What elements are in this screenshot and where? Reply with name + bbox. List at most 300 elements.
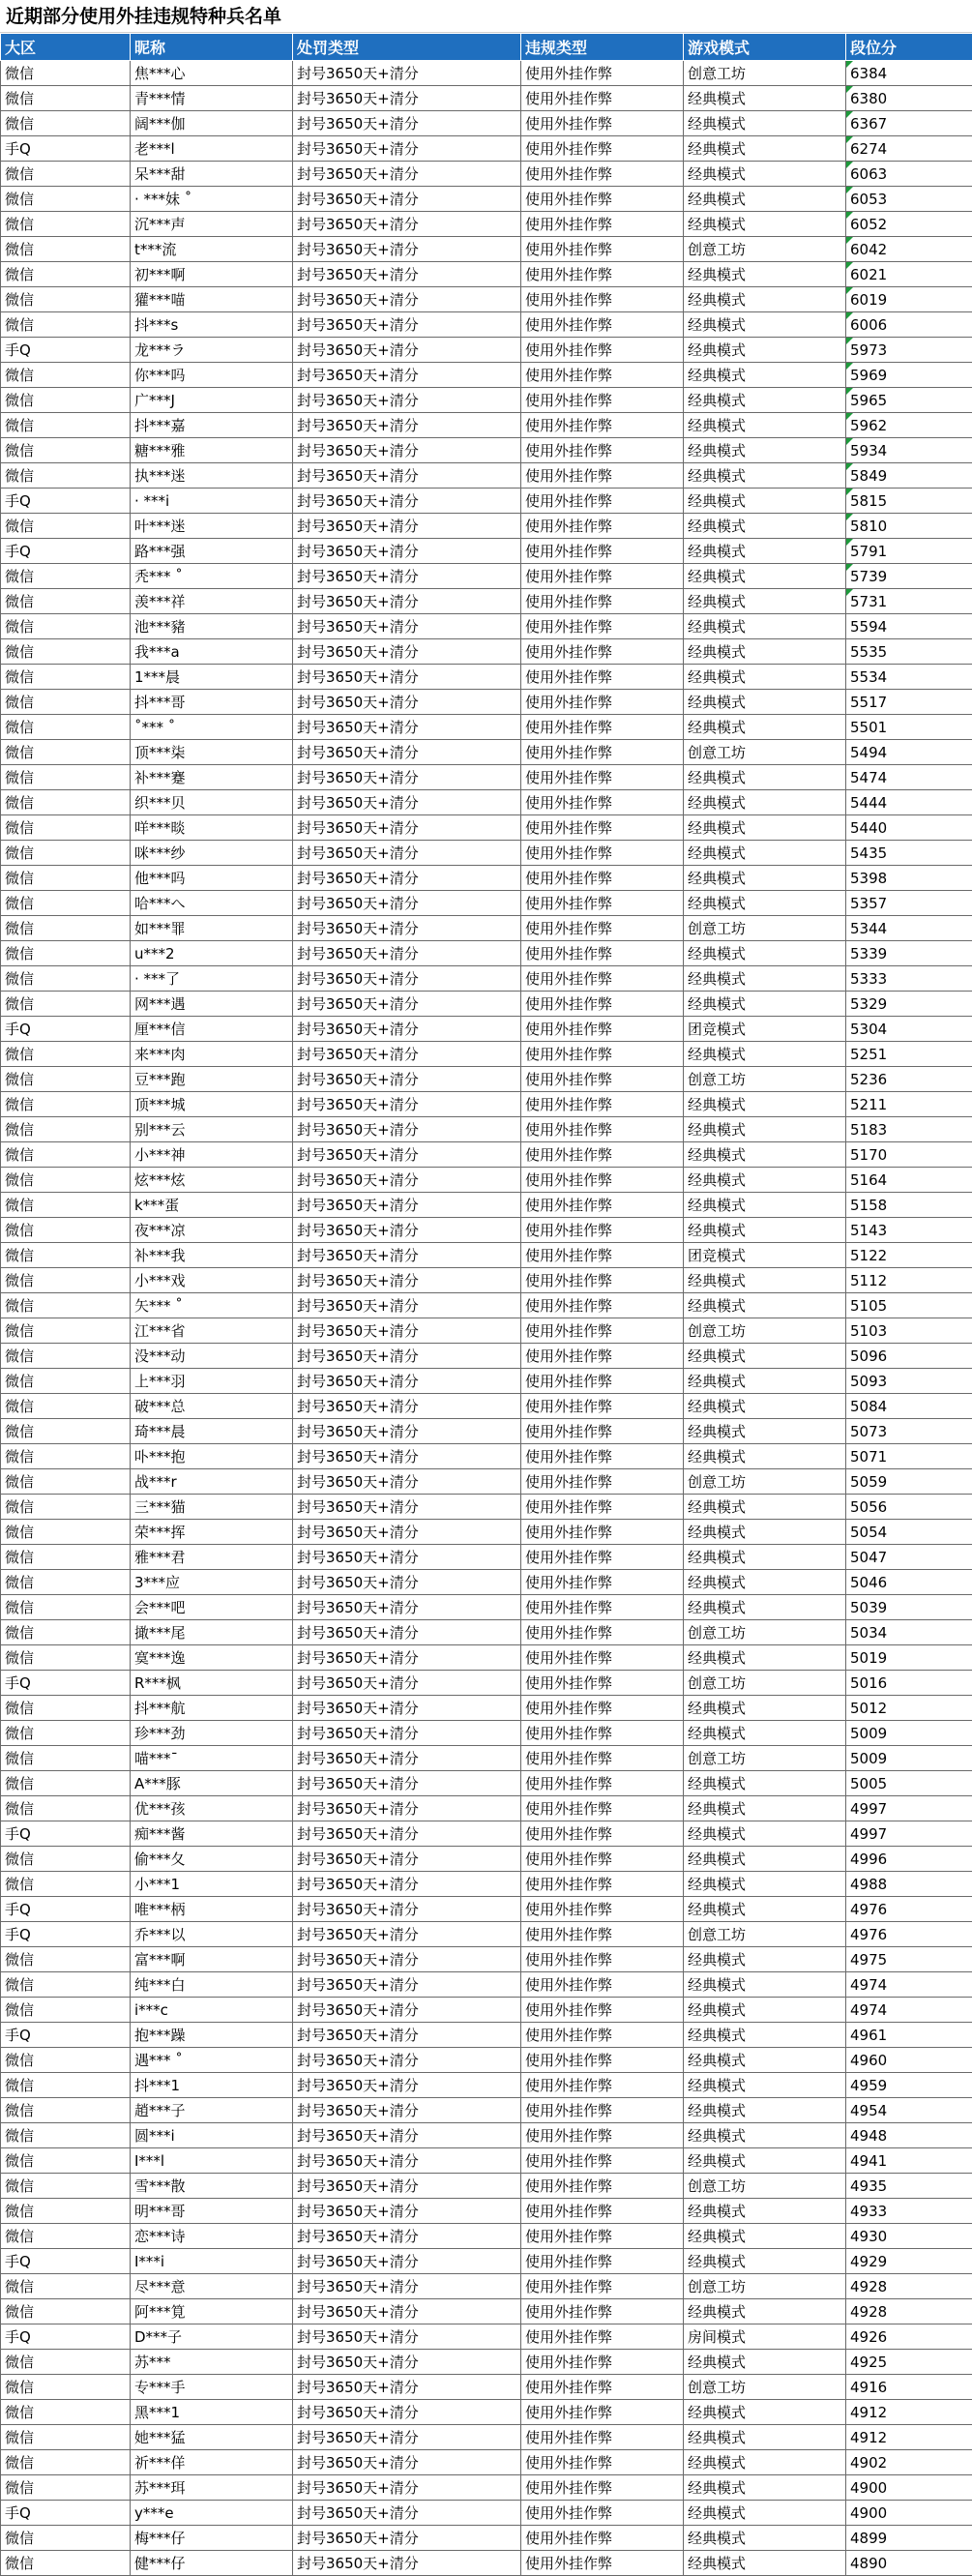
cell-game-mode[interactable]: 经典模式: [684, 639, 846, 665]
cell-nickname[interactable]: 我***a: [131, 639, 293, 665]
cell-game-mode[interactable]: 经典模式: [684, 2551, 846, 2576]
cell-violation[interactable]: 使用外挂作弊: [521, 1142, 684, 1168]
cell-game-mode[interactable]: 经典模式: [684, 1796, 846, 1821]
cell-region[interactable]: 微信: [1, 1570, 131, 1595]
cell-penalty[interactable]: 封号3650天+清分: [293, 2299, 521, 2324]
cell-violation[interactable]: 使用外挂作弊: [521, 514, 684, 539]
cell-game-mode[interactable]: 经典模式: [684, 86, 846, 111]
cell-penalty[interactable]: 封号3650天+清分: [293, 1218, 521, 1243]
cell-region[interactable]: 手Q: [1, 539, 131, 564]
cell-penalty[interactable]: 封号3650天+清分: [293, 1243, 521, 1268]
cell-nickname[interactable]: 顶***柒: [131, 740, 293, 765]
cell-nickname[interactable]: 哈***へ: [131, 891, 293, 916]
cell-nickname[interactable]: 小***1: [131, 1872, 293, 1897]
cell-rank-score[interactable]: 5158: [846, 1193, 972, 1218]
cell-violation[interactable]: 使用外挂作弊: [521, 2425, 684, 2450]
cell-nickname[interactable]: I***l: [131, 2148, 293, 2174]
cell-rank-score[interactable]: 4961: [846, 2023, 972, 2048]
cell-region[interactable]: 微信: [1, 1142, 131, 1168]
cell-violation[interactable]: 使用外挂作弊: [521, 966, 684, 992]
cell-rank-score[interactable]: 5934: [846, 438, 972, 463]
cell-violation[interactable]: 使用外挂作弊: [521, 1771, 684, 1796]
cell-violation[interactable]: 使用外挂作弊: [521, 1369, 684, 1394]
cell-violation[interactable]: 使用外挂作弊: [521, 2350, 684, 2375]
cell-violation[interactable]: 使用外挂作弊: [521, 61, 684, 86]
cell-game-mode[interactable]: 经典模式: [684, 287, 846, 312]
cell-game-mode[interactable]: 经典模式: [684, 2023, 846, 2048]
cell-penalty[interactable]: 封号3650天+清分: [293, 1117, 521, 1142]
cell-rank-score[interactable]: 4975: [846, 1947, 972, 1972]
cell-violation[interactable]: 使用外挂作弊: [521, 790, 684, 815]
cell-rank-score[interactable]: 4974: [846, 1998, 972, 2023]
cell-penalty[interactable]: 封号3650天+清分: [293, 2501, 521, 2526]
cell-penalty[interactable]: 封号3650天+清分: [293, 1620, 521, 1645]
cell-rank-score[interactable]: 5034: [846, 1620, 972, 1645]
cell-violation[interactable]: 使用外挂作弊: [521, 1042, 684, 1067]
cell-rank-score[interactable]: 4933: [846, 2199, 972, 2224]
cell-nickname[interactable]: 寞***逸: [131, 1645, 293, 1671]
cell-penalty[interactable]: 封号3650天+清分: [293, 1821, 521, 1847]
cell-violation[interactable]: 使用外挂作弊: [521, 740, 684, 765]
cell-penalty[interactable]: 封号3650天+清分: [293, 2174, 521, 2199]
cell-penalty[interactable]: 封号3650天+清分: [293, 2475, 521, 2501]
cell-violation[interactable]: 使用外挂作弊: [521, 1193, 684, 1218]
cell-game-mode[interactable]: 经典模式: [684, 966, 846, 992]
cell-penalty[interactable]: 封号3650天+清分: [293, 1972, 521, 1998]
cell-rank-score[interactable]: 6042: [846, 237, 972, 262]
cell-game-mode[interactable]: 经典模式: [684, 463, 846, 489]
cell-region[interactable]: 微信: [1, 866, 131, 891]
cell-rank-score[interactable]: 6063: [846, 162, 972, 187]
cell-region[interactable]: 微信: [1, 2224, 131, 2249]
cell-region[interactable]: 微信: [1, 413, 131, 438]
cell-penalty[interactable]: 封号3650天+清分: [293, 1520, 521, 1545]
cell-region[interactable]: 手Q: [1, 338, 131, 363]
cell-game-mode[interactable]: 经典模式: [684, 1545, 846, 1570]
cell-rank-score[interactable]: 5304: [846, 1017, 972, 1042]
cell-penalty[interactable]: 封号3650天+清分: [293, 136, 521, 162]
cell-rank-score[interactable]: 4902: [846, 2450, 972, 2475]
cell-penalty[interactable]: 封号3650天+清分: [293, 614, 521, 639]
cell-rank-score[interactable]: 5047: [846, 1545, 972, 1570]
cell-rank-score[interactable]: 4959: [846, 2073, 972, 2098]
cell-penalty[interactable]: 封号3650天+清分: [293, 1092, 521, 1117]
cell-violation[interactable]: 使用外挂作弊: [521, 1394, 684, 1419]
cell-rank-score[interactable]: 5103: [846, 1318, 972, 1344]
cell-rank-score[interactable]: 4988: [846, 1872, 972, 1897]
cell-violation[interactable]: 使用外挂作弊: [521, 841, 684, 866]
cell-region[interactable]: 手Q: [1, 1922, 131, 1947]
cell-region[interactable]: 微信: [1, 1168, 131, 1193]
cell-violation[interactable]: 使用外挂作弊: [521, 187, 684, 212]
cell-penalty[interactable]: 封号3650天+清分: [293, 1746, 521, 1771]
cell-nickname[interactable]: · ***了: [131, 966, 293, 992]
cell-violation[interactable]: 使用外挂作弊: [521, 463, 684, 489]
cell-region[interactable]: 微信: [1, 2400, 131, 2425]
cell-region[interactable]: 微信: [1, 665, 131, 690]
cell-nickname[interactable]: · ***妹 ˚: [131, 187, 293, 212]
cell-nickname[interactable]: 抖***航: [131, 1696, 293, 1721]
cell-penalty[interactable]: 封号3650天+清分: [293, 2199, 521, 2224]
cell-nickname[interactable]: 网***遇: [131, 992, 293, 1017]
cell-nickname[interactable]: 夜***凉: [131, 1218, 293, 1243]
cell-rank-score[interactable]: 5054: [846, 1520, 972, 1545]
cell-game-mode[interactable]: 经典模式: [684, 2249, 846, 2274]
cell-violation[interactable]: 使用外挂作弊: [521, 891, 684, 916]
cell-game-mode[interactable]: 经典模式: [684, 1645, 846, 1671]
cell-penalty[interactable]: 封号3650天+清分: [293, 514, 521, 539]
cell-region[interactable]: 微信: [1, 2123, 131, 2148]
cell-rank-score[interactable]: 5071: [846, 1444, 972, 1469]
cell-nickname[interactable]: 豆***跑: [131, 1067, 293, 1092]
cell-game-mode[interactable]: 经典模式: [684, 2299, 846, 2324]
cell-penalty[interactable]: 封号3650天+清分: [293, 1293, 521, 1318]
cell-penalty[interactable]: 封号3650天+清分: [293, 1796, 521, 1821]
cell-violation[interactable]: 使用外挂作弊: [521, 1344, 684, 1369]
cell-violation[interactable]: 使用外挂作弊: [521, 1696, 684, 1721]
cell-rank-score[interactable]: 4900: [846, 2475, 972, 2501]
cell-region[interactable]: 微信: [1, 1344, 131, 1369]
cell-region[interactable]: 微信: [1, 891, 131, 916]
cell-nickname[interactable]: 糖***雅: [131, 438, 293, 463]
cell-nickname[interactable]: 顶***城: [131, 1092, 293, 1117]
cell-nickname[interactable]: 路***强: [131, 539, 293, 564]
cell-violation[interactable]: 使用外挂作弊: [521, 1067, 684, 1092]
cell-region[interactable]: 微信: [1, 363, 131, 388]
cell-violation[interactable]: 使用外挂作弊: [521, 665, 684, 690]
cell-penalty[interactable]: 封号3650天+清分: [293, 2023, 521, 2048]
cell-game-mode[interactable]: 经典模式: [684, 2526, 846, 2551]
cell-game-mode[interactable]: 经典模式: [684, 1394, 846, 1419]
cell-penalty[interactable]: 封号3650天+清分: [293, 61, 521, 86]
cell-game-mode[interactable]: 创意工坊: [684, 1067, 846, 1092]
cell-violation[interactable]: 使用外挂作弊: [521, 765, 684, 790]
cell-region[interactable]: 微信: [1, 111, 131, 136]
cell-rank-score[interactable]: 5183: [846, 1117, 972, 1142]
cell-rank-score[interactable]: 6019: [846, 287, 972, 312]
cell-rank-score[interactable]: 5535: [846, 639, 972, 665]
cell-penalty[interactable]: 封号3650天+清分: [293, 690, 521, 715]
cell-violation[interactable]: 使用外挂作弊: [521, 1645, 684, 1671]
cell-nickname[interactable]: 遇*** ˚: [131, 2048, 293, 2073]
cell-region[interactable]: 微信: [1, 1796, 131, 1821]
cell-penalty[interactable]: 封号3650天+清分: [293, 891, 521, 916]
cell-nickname[interactable]: y***e: [131, 2501, 293, 2526]
cell-penalty[interactable]: 封号3650天+清分: [293, 1696, 521, 1721]
cell-violation[interactable]: 使用外挂作弊: [521, 489, 684, 514]
cell-penalty[interactable]: 封号3650天+清分: [293, 841, 521, 866]
cell-rank-score[interactable]: 5501: [846, 715, 972, 740]
cell-game-mode[interactable]: 经典模式: [684, 2425, 846, 2450]
cell-rank-score[interactable]: 5105: [846, 1293, 972, 1318]
cell-penalty[interactable]: 封号3650天+清分: [293, 665, 521, 690]
cell-game-mode[interactable]: 创意工坊: [684, 916, 846, 941]
cell-game-mode[interactable]: 经典模式: [684, 1998, 846, 2023]
cell-game-mode[interactable]: 经典模式: [684, 1696, 846, 1721]
cell-violation[interactable]: 使用外挂作弊: [521, 2199, 684, 2224]
cell-rank-score[interactable]: 6006: [846, 312, 972, 338]
cell-nickname[interactable]: 别***云: [131, 1117, 293, 1142]
cell-region[interactable]: 微信: [1, 1419, 131, 1444]
cell-region[interactable]: 手Q: [1, 1821, 131, 1847]
cell-penalty[interactable]: 封号3650天+清分: [293, 187, 521, 212]
cell-game-mode[interactable]: 经典模式: [684, 262, 846, 287]
cell-game-mode[interactable]: 经典模式: [684, 363, 846, 388]
cell-nickname[interactable]: 苏***: [131, 2350, 293, 2375]
cell-penalty[interactable]: 封号3650天+清分: [293, 715, 521, 740]
cell-penalty[interactable]: 封号3650天+清分: [293, 86, 521, 111]
cell-nickname[interactable]: 焦***心: [131, 61, 293, 86]
cell-rank-score[interactable]: 4954: [846, 2098, 972, 2123]
cell-rank-score[interactable]: 6367: [846, 111, 972, 136]
cell-nickname[interactable]: 唯***柄: [131, 1897, 293, 1922]
cell-violation[interactable]: 使用外挂作弊: [521, 1218, 684, 1243]
cell-violation[interactable]: 使用外挂作弊: [521, 1268, 684, 1293]
cell-penalty[interactable]: 封号3650天+清分: [293, 2224, 521, 2249]
cell-nickname[interactable]: 趙***子: [131, 2098, 293, 2123]
cell-penalty[interactable]: 封号3650天+清分: [293, 2551, 521, 2576]
cell-nickname[interactable]: 抖***1: [131, 2073, 293, 2098]
cell-nickname[interactable]: 矢*** ˚: [131, 1293, 293, 1318]
cell-region[interactable]: 微信: [1, 1520, 131, 1545]
cell-game-mode[interactable]: 经典模式: [684, 2475, 846, 2501]
cell-violation[interactable]: 使用外挂作弊: [521, 1570, 684, 1595]
cell-nickname[interactable]: 1***晨: [131, 665, 293, 690]
cell-penalty[interactable]: 封号3650天+清分: [293, 2425, 521, 2450]
cell-violation[interactable]: 使用外挂作弊: [521, 2123, 684, 2148]
cell-nickname[interactable]: 青***情: [131, 86, 293, 111]
cell-region[interactable]: 微信: [1, 1771, 131, 1796]
cell-game-mode[interactable]: 经典模式: [684, 489, 846, 514]
cell-violation[interactable]: 使用外挂作弊: [521, 2249, 684, 2274]
cell-nickname[interactable]: 她***猛: [131, 2425, 293, 2450]
cell-game-mode[interactable]: 经典模式: [684, 2098, 846, 2123]
cell-nickname[interactable]: 呆***甜: [131, 162, 293, 187]
cell-region[interactable]: 微信: [1, 1972, 131, 1998]
cell-violation[interactable]: 使用外挂作弊: [521, 1746, 684, 1771]
cell-rank-score[interactable]: 5815: [846, 489, 972, 514]
cell-violation[interactable]: 使用外挂作弊: [521, 262, 684, 287]
cell-game-mode[interactable]: 经典模式: [684, 1142, 846, 1168]
cell-region[interactable]: 微信: [1, 2073, 131, 2098]
cell-nickname[interactable]: R***枫: [131, 1671, 293, 1696]
cell-game-mode[interactable]: 经典模式: [684, 312, 846, 338]
cell-nickname[interactable]: 3***应: [131, 1570, 293, 1595]
cell-rank-score[interactable]: 6021: [846, 262, 972, 287]
cell-violation[interactable]: 使用外挂作弊: [521, 1168, 684, 1193]
cell-rank-score[interactable]: 4926: [846, 2324, 972, 2350]
cell-penalty[interactable]: 封号3650天+清分: [293, 1645, 521, 1671]
cell-nickname[interactable]: 偷***夂: [131, 1847, 293, 1872]
cell-region[interactable]: 微信: [1, 2450, 131, 2475]
cell-penalty[interactable]: 封号3650天+清分: [293, 1495, 521, 1520]
cell-game-mode[interactable]: 经典模式: [684, 438, 846, 463]
cell-game-mode[interactable]: 经典模式: [684, 790, 846, 815]
cell-rank-score[interactable]: 5170: [846, 1142, 972, 1168]
cell-rank-score[interactable]: 5329: [846, 992, 972, 1017]
cell-game-mode[interactable]: 经典模式: [684, 2224, 846, 2249]
cell-game-mode[interactable]: 经典模式: [684, 992, 846, 1017]
cell-nickname[interactable]: 上***羽: [131, 1369, 293, 1394]
cell-region[interactable]: 微信: [1, 1872, 131, 1897]
cell-nickname[interactable]: 优***孩: [131, 1796, 293, 1821]
cell-region[interactable]: 微信: [1, 287, 131, 312]
cell-rank-score[interactable]: 5444: [846, 790, 972, 815]
cell-rank-score[interactable]: 5534: [846, 665, 972, 690]
cell-nickname[interactable]: 秃*** ˚: [131, 564, 293, 589]
cell-violation[interactable]: 使用外挂作弊: [521, 413, 684, 438]
cell-region[interactable]: 微信: [1, 2526, 131, 2551]
cell-rank-score[interactable]: 5517: [846, 690, 972, 715]
cell-violation[interactable]: 使用外挂作弊: [521, 1998, 684, 2023]
cell-penalty[interactable]: 封号3650天+清分: [293, 916, 521, 941]
cell-violation[interactable]: 使用外挂作弊: [521, 363, 684, 388]
cell-penalty[interactable]: 封号3650天+清分: [293, 2073, 521, 2098]
cell-penalty[interactable]: 封号3650天+清分: [293, 338, 521, 363]
cell-game-mode[interactable]: 创意工坊: [684, 2174, 846, 2199]
cell-rank-score[interactable]: 4996: [846, 1847, 972, 1872]
cell-region[interactable]: 手Q: [1, 489, 131, 514]
cell-penalty[interactable]: 封号3650天+清分: [293, 866, 521, 891]
cell-game-mode[interactable]: 经典模式: [684, 1444, 846, 1469]
cell-region[interactable]: 微信: [1, 463, 131, 489]
cell-game-mode[interactable]: 经典模式: [684, 1570, 846, 1595]
cell-nickname[interactable]: 执***迷: [131, 463, 293, 489]
cell-rank-score[interactable]: 5039: [846, 1595, 972, 1620]
cell-penalty[interactable]: 封号3650天+清分: [293, 162, 521, 187]
cell-rank-score[interactable]: 5112: [846, 1268, 972, 1293]
cell-region[interactable]: 微信: [1, 992, 131, 1017]
cell-region[interactable]: 微信: [1, 2199, 131, 2224]
cell-nickname[interactable]: 咩***晱: [131, 815, 293, 841]
cell-region[interactable]: 微信: [1, 1067, 131, 1092]
cell-penalty[interactable]: 封号3650天+清分: [293, 564, 521, 589]
cell-violation[interactable]: 使用外挂作弊: [521, 2224, 684, 2249]
cell-nickname[interactable]: 恋***诗: [131, 2224, 293, 2249]
cell-nickname[interactable]: 抱***躁: [131, 2023, 293, 2048]
cell-region[interactable]: 微信: [1, 1218, 131, 1243]
cell-region[interactable]: 微信: [1, 1495, 131, 1520]
cell-nickname[interactable]: 梅***仔: [131, 2526, 293, 2551]
cell-rank-score[interactable]: 4930: [846, 2224, 972, 2249]
cell-rank-score[interactable]: 5019: [846, 1645, 972, 1671]
cell-nickname[interactable]: 纯***白: [131, 1972, 293, 1998]
cell-penalty[interactable]: 封号3650天+清分: [293, 262, 521, 287]
cell-penalty[interactable]: 封号3650天+清分: [293, 2249, 521, 2274]
cell-violation[interactable]: 使用外挂作弊: [521, 1671, 684, 1696]
cell-violation[interactable]: 使用外挂作弊: [521, 992, 684, 1017]
cell-region[interactable]: 微信: [1, 1394, 131, 1419]
cell-game-mode[interactable]: 经典模式: [684, 1595, 846, 1620]
cell-rank-score[interactable]: 5333: [846, 966, 972, 992]
cell-violation[interactable]: 使用外挂作弊: [521, 2299, 684, 2324]
cell-rank-score[interactable]: 6274: [846, 136, 972, 162]
cell-nickname[interactable]: 龙***ラ: [131, 338, 293, 363]
cell-rank-score[interactable]: 6380: [846, 86, 972, 111]
cell-nickname[interactable]: I***i: [131, 2249, 293, 2274]
cell-region[interactable]: 微信: [1, 237, 131, 262]
cell-penalty[interactable]: 封号3650天+清分: [293, 639, 521, 665]
cell-violation[interactable]: 使用外挂作弊: [521, 162, 684, 187]
cell-violation[interactable]: 使用外挂作弊: [521, 1721, 684, 1746]
cell-nickname[interactable]: 抖***嘉: [131, 413, 293, 438]
cell-penalty[interactable]: 封号3650天+清分: [293, 941, 521, 966]
cell-region[interactable]: 微信: [1, 187, 131, 212]
cell-rank-score[interactable]: 5474: [846, 765, 972, 790]
cell-game-mode[interactable]: 创意工坊: [684, 1318, 846, 1344]
cell-violation[interactable]: 使用外挂作弊: [521, 1293, 684, 1318]
cell-nickname[interactable]: 初***啊: [131, 262, 293, 287]
cell-game-mode[interactable]: 经典模式: [684, 388, 846, 413]
cell-game-mode[interactable]: 经典模式: [684, 1721, 846, 1746]
cell-rank-score[interactable]: 5435: [846, 841, 972, 866]
cell-nickname[interactable]: u***2: [131, 941, 293, 966]
cell-penalty[interactable]: 封号3650天+清分: [293, 765, 521, 790]
cell-violation[interactable]: 使用外挂作弊: [521, 2475, 684, 2501]
cell-rank-score[interactable]: 5357: [846, 891, 972, 916]
cell-penalty[interactable]: 封号3650天+清分: [293, 1545, 521, 1570]
cell-game-mode[interactable]: 创意工坊: [684, 740, 846, 765]
cell-game-mode[interactable]: 经典模式: [684, 765, 846, 790]
cell-penalty[interactable]: 封号3650天+清分: [293, 1419, 521, 1444]
cell-violation[interactable]: 使用外挂作弊: [521, 2174, 684, 2199]
cell-rank-score[interactable]: 4976: [846, 1922, 972, 1947]
cell-region[interactable]: 手Q: [1, 2501, 131, 2526]
cell-region[interactable]: 微信: [1, 2098, 131, 2123]
cell-violation[interactable]: 使用外挂作弊: [521, 2073, 684, 2098]
cell-violation[interactable]: 使用外挂作弊: [521, 237, 684, 262]
cell-violation[interactable]: 使用外挂作弊: [521, 539, 684, 564]
cell-rank-score[interactable]: 4976: [846, 1897, 972, 1922]
cell-penalty[interactable]: 封号3650天+清分: [293, 1394, 521, 1419]
cell-region[interactable]: 微信: [1, 262, 131, 287]
cell-rank-score[interactable]: 5009: [846, 1746, 972, 1771]
cell-nickname[interactable]: · ***i: [131, 489, 293, 514]
cell-penalty[interactable]: 封号3650天+清分: [293, 388, 521, 413]
cell-rank-score[interactable]: 5084: [846, 1394, 972, 1419]
cell-game-mode[interactable]: 经典模式: [684, 514, 846, 539]
cell-rank-score[interactable]: 5594: [846, 614, 972, 639]
cell-nickname[interactable]: 叶***迷: [131, 514, 293, 539]
cell-rank-score[interactable]: 5965: [846, 388, 972, 413]
cell-penalty[interactable]: 封号3650天+清分: [293, 1922, 521, 1947]
cell-penalty[interactable]: 封号3650天+清分: [293, 2048, 521, 2073]
cell-region[interactable]: 微信: [1, 1117, 131, 1142]
cell-game-mode[interactable]: 经典模式: [684, 1419, 846, 1444]
cell-game-mode[interactable]: 经典模式: [684, 2350, 846, 2375]
cell-rank-score[interactable]: 4899: [846, 2526, 972, 2551]
cell-rank-score[interactable]: 5059: [846, 1469, 972, 1495]
cell-nickname[interactable]: 富***啊: [131, 1947, 293, 1972]
cell-penalty[interactable]: 封号3650天+清分: [293, 1570, 521, 1595]
cell-penalty[interactable]: 封号3650天+清分: [293, 2324, 521, 2350]
cell-rank-score[interactable]: 4960: [846, 2048, 972, 2073]
cell-rank-score[interactable]: 5164: [846, 1168, 972, 1193]
cell-game-mode[interactable]: 创意工坊: [684, 1469, 846, 1495]
cell-rank-score[interactable]: 5849: [846, 463, 972, 489]
cell-game-mode[interactable]: 经典模式: [684, 2148, 846, 2174]
cell-game-mode[interactable]: 经典模式: [684, 1771, 846, 1796]
cell-nickname[interactable]: 卟***抱: [131, 1444, 293, 1469]
cell-rank-score[interactable]: 5344: [846, 916, 972, 941]
cell-rank-score[interactable]: 4912: [846, 2400, 972, 2425]
cell-game-mode[interactable]: 经典模式: [684, 564, 846, 589]
cell-rank-score[interactable]: 4928: [846, 2274, 972, 2299]
cell-game-mode[interactable]: 经典模式: [684, 941, 846, 966]
cell-penalty[interactable]: 封号3650天+清分: [293, 363, 521, 388]
cell-game-mode[interactable]: 经典模式: [684, 413, 846, 438]
cell-rank-score[interactable]: 5731: [846, 589, 972, 614]
